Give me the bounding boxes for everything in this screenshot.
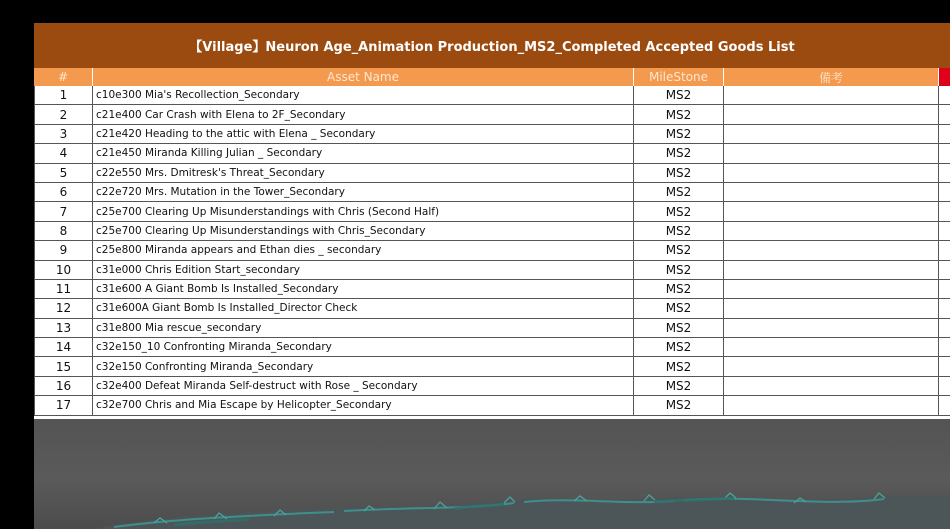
cell-asset-name[interactable]: c21e400 Car Crash with Elena to 2F_Secondary bbox=[93, 105, 634, 124]
cell-milestone[interactable]: MS2 bbox=[634, 183, 724, 202]
cell-notes[interactable] bbox=[724, 183, 939, 202]
cell-notes[interactable] bbox=[724, 338, 939, 357]
wireframe-model bbox=[34, 419, 950, 529]
cell-number[interactable]: 15 bbox=[34, 357, 93, 376]
cell-number[interactable]: 5 bbox=[34, 164, 93, 183]
cell-flag[interactable] bbox=[939, 105, 950, 124]
cell-milestone[interactable]: MS2 bbox=[634, 222, 724, 241]
cell-flag[interactable] bbox=[939, 338, 950, 357]
table-row[interactable] bbox=[34, 86, 950, 105]
table-row[interactable] bbox=[34, 183, 950, 202]
cell-milestone[interactable]: MS2 bbox=[634, 396, 724, 415]
cell-flag[interactable] bbox=[939, 299, 950, 318]
cell-notes[interactable] bbox=[724, 299, 939, 318]
table-row[interactable] bbox=[34, 261, 950, 280]
cell-flag[interactable] bbox=[939, 202, 950, 221]
cell-asset-name[interactable]: c21e450 Miranda Killing Julian _ Secondary bbox=[93, 144, 634, 163]
cell-number[interactable]: 14 bbox=[34, 338, 93, 357]
cell-flag[interactable] bbox=[939, 357, 950, 376]
table-row[interactable] bbox=[34, 357, 950, 376]
cell-milestone[interactable]: MS2 bbox=[634, 357, 724, 376]
table-row[interactable] bbox=[34, 319, 950, 338]
table-row[interactable] bbox=[34, 338, 950, 357]
cell-milestone[interactable]: MS2 bbox=[634, 105, 724, 124]
column-header-milestone[interactable]: MileStone bbox=[634, 68, 724, 86]
cell-asset-name[interactable]: c31e000 Chris Edition Start_secondary bbox=[93, 261, 634, 280]
cell-asset-name[interactable]: c25e700 Clearing Up Misunderstandings with Chris (Second Half) bbox=[93, 202, 634, 221]
cell-number[interactable]: 11 bbox=[34, 280, 93, 299]
cell-asset-name[interactable]: c10e300 Mia's Recollection_Secondary bbox=[93, 86, 634, 105]
cell-number[interactable]: 10 bbox=[34, 261, 93, 280]
spreadsheet bbox=[34, 23, 950, 419]
cell-milestone[interactable]: MS2 bbox=[634, 144, 724, 163]
table-body bbox=[34, 86, 950, 416]
table-row[interactable] bbox=[34, 280, 950, 299]
cell-asset-name[interactable]: c31e600A Giant Bomb Is Installed_Director Check bbox=[93, 299, 634, 318]
cell-milestone[interactable]: MS2 bbox=[634, 164, 724, 183]
cell-notes[interactable] bbox=[724, 125, 939, 144]
cell-number[interactable]: 1 bbox=[34, 86, 93, 105]
cell-number[interactable]: 2 bbox=[34, 105, 93, 124]
cell-notes[interactable] bbox=[724, 222, 939, 241]
cell-notes[interactable] bbox=[724, 357, 939, 376]
table-row[interactable] bbox=[34, 241, 950, 260]
cell-milestone[interactable]: MS2 bbox=[634, 338, 724, 357]
cell-asset-name[interactable]: c32e700 Chris and Mia Escape by Helicopter_Secondary bbox=[93, 396, 634, 415]
cell-notes[interactable] bbox=[724, 319, 939, 338]
table-row[interactable] bbox=[34, 144, 950, 163]
table-row[interactable] bbox=[34, 377, 950, 396]
table-row[interactable] bbox=[34, 164, 950, 183]
column-header-flag[interactable] bbox=[939, 68, 950, 86]
cell-asset-name[interactable]: c32e400 Defeat Miranda Self-destruct with Rose _ Secondary bbox=[93, 377, 634, 396]
cell-flag[interactable] bbox=[939, 241, 950, 260]
cell-flag[interactable] bbox=[939, 222, 950, 241]
cell-asset-name[interactable]: c25e800 Miranda appears and Ethan dies _ secondary bbox=[93, 241, 634, 260]
cell-flag[interactable] bbox=[939, 86, 950, 105]
cell-flag[interactable] bbox=[939, 164, 950, 183]
cell-flag[interactable] bbox=[939, 396, 950, 415]
cell-milestone[interactable]: MS2 bbox=[634, 319, 724, 338]
cell-notes[interactable] bbox=[724, 280, 939, 299]
cell-milestone[interactable]: MS2 bbox=[634, 241, 724, 260]
cell-asset-name[interactable]: c31e800 Mia rescue_secondary bbox=[93, 319, 634, 338]
sheet-title: 【Village】Neuron Age_Animation Production_MS2_Completed Accepted Goods List bbox=[189, 40, 795, 55]
column-header-number[interactable]: # bbox=[34, 68, 93, 86]
cell-flag[interactable] bbox=[939, 125, 950, 144]
cell-asset-name[interactable]: c22e550 Mrs. Dmitresk's Threat_Secondary bbox=[93, 164, 634, 183]
cell-milestone[interactable]: MS2 bbox=[634, 299, 724, 318]
cell-number[interactable]: 16 bbox=[34, 377, 93, 396]
cell-number[interactable]: 3 bbox=[34, 125, 93, 144]
cell-asset-name[interactable]: c32e150_10 Confronting Miranda_Secondary bbox=[93, 338, 634, 357]
cell-milestone[interactable]: MS2 bbox=[634, 377, 724, 396]
cell-milestone[interactable]: MS2 bbox=[634, 261, 724, 280]
table-row[interactable] bbox=[34, 299, 950, 318]
cell-milestone[interactable]: MS2 bbox=[634, 280, 724, 299]
cell-notes[interactable] bbox=[724, 396, 939, 415]
cell-notes[interactable] bbox=[724, 202, 939, 221]
cell-number[interactable]: 4 bbox=[34, 144, 93, 163]
cell-asset-name[interactable]: c22e720 Mrs. Mutation in the Tower_Secondary bbox=[93, 183, 634, 202]
cell-notes[interactable] bbox=[724, 241, 939, 260]
cell-asset-name[interactable]: c21e420 Heading to the attic with Elena _ Secondary bbox=[93, 125, 634, 144]
sheet-title-bar bbox=[34, 23, 950, 68]
table-row[interactable] bbox=[34, 202, 950, 221]
cell-notes[interactable] bbox=[724, 105, 939, 124]
3d-viewport-preview bbox=[34, 419, 950, 529]
cell-flag[interactable] bbox=[939, 280, 950, 299]
cell-flag[interactable] bbox=[939, 377, 950, 396]
table-row[interactable] bbox=[34, 125, 950, 144]
column-header-notes[interactable]: 備考 bbox=[724, 68, 939, 86]
table-row[interactable] bbox=[34, 105, 950, 124]
cell-asset-name[interactable]: c25e700 Clearing Up Misunderstandings with Chris_Secondary bbox=[93, 222, 634, 241]
cell-number[interactable]: 6 bbox=[34, 183, 93, 202]
cell-number[interactable]: 7 bbox=[34, 202, 93, 221]
cell-number[interactable]: 17 bbox=[34, 396, 93, 415]
cell-milestone[interactable]: MS2 bbox=[634, 86, 724, 105]
cell-milestone[interactable]: MS2 bbox=[634, 202, 724, 221]
table-header-row bbox=[34, 68, 950, 86]
cell-asset-name[interactable]: c31e600 A Giant Bomb Is Installed_Secondary bbox=[93, 280, 634, 299]
table-row[interactable] bbox=[34, 222, 950, 241]
cell-notes[interactable] bbox=[724, 261, 939, 280]
cell-notes[interactable] bbox=[724, 164, 939, 183]
cell-number[interactable]: 13 bbox=[34, 319, 93, 338]
cell-number[interactable]: 12 bbox=[34, 299, 93, 318]
cell-notes[interactable] bbox=[724, 144, 939, 163]
table-row[interactable] bbox=[34, 396, 950, 415]
cell-milestone[interactable]: MS2 bbox=[634, 125, 724, 144]
cell-flag[interactable] bbox=[939, 261, 950, 280]
cell-number[interactable]: 9 bbox=[34, 241, 93, 260]
cell-number[interactable]: 8 bbox=[34, 222, 93, 241]
cell-flag[interactable] bbox=[939, 183, 950, 202]
column-header-asset-name[interactable]: Asset Name bbox=[93, 68, 634, 86]
cell-notes[interactable] bbox=[724, 377, 939, 396]
cell-notes[interactable] bbox=[724, 86, 939, 105]
cell-flag[interactable] bbox=[939, 319, 950, 338]
cell-asset-name[interactable]: c32e150 Confronting Miranda_Secondary bbox=[93, 357, 634, 376]
cell-flag[interactable] bbox=[939, 144, 950, 163]
